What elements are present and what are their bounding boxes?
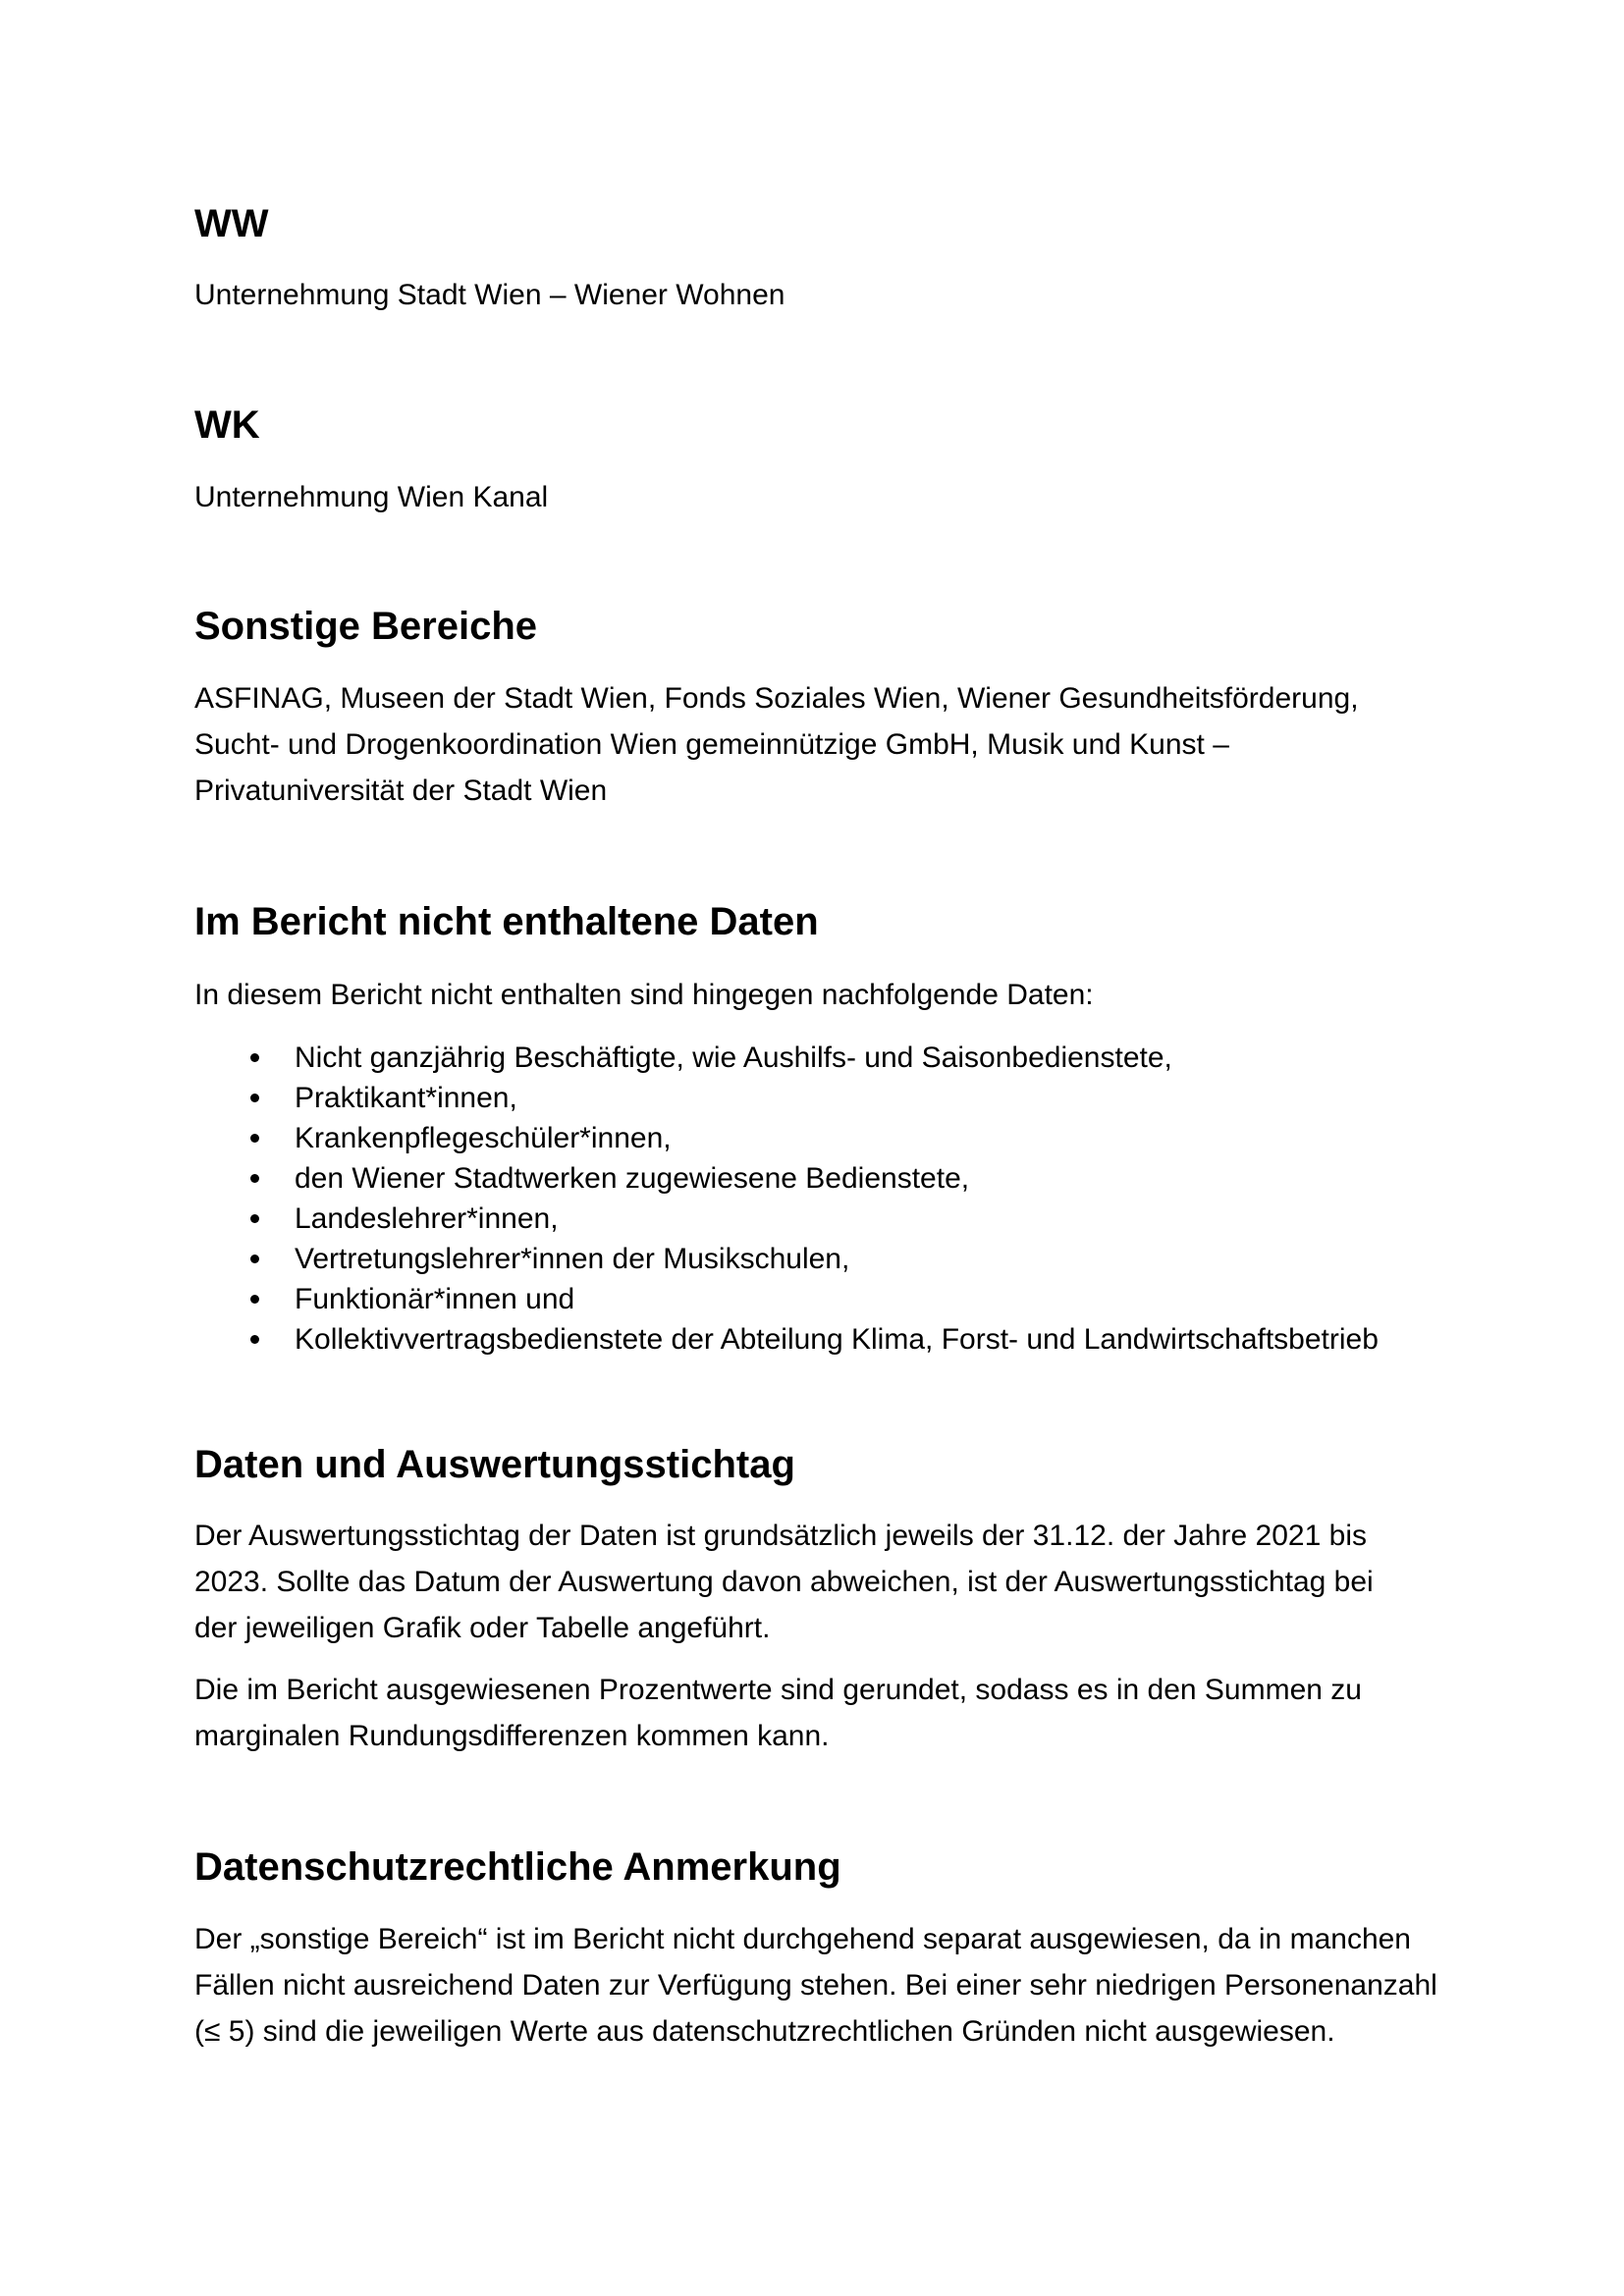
- bullet-icon: [250, 1295, 259, 1304]
- heading-wk: WK: [194, 403, 260, 447]
- text-ww: Unternehmung Stadt Wien – Wiener Wohnen: [194, 279, 785, 311]
- heading-auswertungsstichtag: Daten und Auswertungsstichtag: [194, 1443, 795, 1486]
- list-item: Praktikant*innen,: [194, 1078, 1451, 1118]
- heading-ww: WW: [194, 202, 269, 245]
- list-item: Krankenpflegeschüler*innen,: [194, 1118, 1451, 1158]
- bullet-icon: [250, 1255, 259, 1263]
- heading-datenschutz: Datenschutzrechtliche Anmerkung: [194, 1845, 841, 1889]
- paragraph-auswertungsstichtag: Der Auswertungsstichtag der Daten ist grundsätzlich jeweils der 31.12. der Jahre 2021 bis 2023. Sollte das Datum der Auswertung davon abweichen, ist der Auswertungsstichtag bei der jeweiligen Grafik oder Tabelle angeführt.: [194, 1520, 1374, 1644]
- bullet-icon: [250, 1214, 259, 1223]
- text-sonstige-bereiche: ASFINAG, Museen der Stadt Wien, Fonds Soziales Wien, Wiener Gesundheitsförderung, Sucht- und Drogenkoordination Wien gemeinnützige GmbH, Musik und Kunst – Privatuniversität der Stadt Wien: [194, 682, 1359, 807]
- list-item: Vertretungslehrer*innen der Musikschulen,: [194, 1239, 1451, 1279]
- bullet-icon: [250, 1174, 259, 1183]
- list-item: Nicht ganzjährig Beschäftigte, wie Aushilfs- und Saisonbedienstete,: [194, 1038, 1451, 1078]
- list-item: Funktionär*innen und: [194, 1279, 1451, 1319]
- bullet-icon: [250, 1053, 259, 1062]
- heading-sonstige-bereiche: Sonstige Bereiche: [194, 605, 538, 648]
- bullet-icon: [250, 1134, 259, 1143]
- excluded-data-list: [194, 1038, 1451, 1360]
- bullet-icon: [250, 1094, 259, 1102]
- heading-nicht-enthaltene-daten: Im Bericht nicht enthaltene Daten: [194, 900, 819, 943]
- paragraph-rundungsdifferenzen: Die im Bericht ausgewiesenen Prozentwerte sind gerundet, sodass es in den Summen zu marginalen Rundungsdifferenzen kommen kann.: [194, 1674, 1362, 1752]
- text-wk: Unternehmung Wien Kanal: [194, 481, 549, 513]
- list-item: Kollektivvertragsbedienstete der Abteilung Klima, Forst- und Landwirtschaftsbetrieb: [194, 1319, 1451, 1360]
- paragraph-datenschutz: Der „sonstige Bereich“ ist im Bericht nicht durchgehend separat ausgewiesen, da in manchen Fällen nicht ausreichend Daten zur Verfügung stehen. Bei einer sehr niedrigen Personenanzahl (≤ 5) sind die jeweiligen Werte aus datenschutzrechtlichen Gründen nicht ausgewiesen.: [194, 1923, 1437, 2048]
- list-item: Landeslehrer*innen,: [194, 1199, 1451, 1239]
- intro-nicht-enthaltene-daten: In diesem Bericht nicht enthalten sind hingegen nachfolgende Daten:: [194, 979, 1094, 1011]
- list-item: den Wiener Stadtwerken zugewiesene Bedienstete,: [194, 1158, 1451, 1199]
- bullet-icon: [250, 1335, 259, 1344]
